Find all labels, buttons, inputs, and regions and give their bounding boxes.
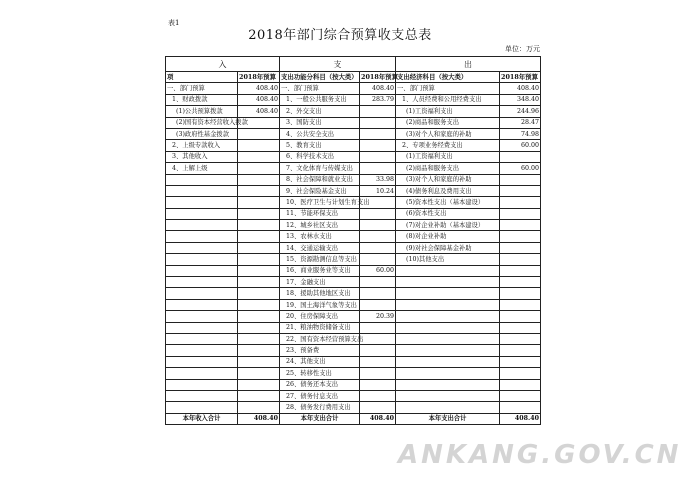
table-row — [166, 231, 541, 242]
func-item-cell: 21、粮油物资储备支出 — [280, 322, 360, 333]
income-amount-cell — [238, 254, 280, 265]
table-row — [166, 379, 541, 390]
econ-item-cell: (9)对社会保障基金补助 — [396, 242, 500, 253]
func-item-cell: 19、国土海洋气象等支出 — [280, 299, 360, 310]
table-row — [166, 242, 541, 253]
income-amount-cell — [238, 231, 280, 242]
func-amount-cell — [360, 220, 396, 231]
income-item-cell — [166, 345, 238, 356]
func-amount-cell — [360, 140, 396, 151]
econ-amount-cell — [500, 231, 541, 242]
table-row — [166, 163, 541, 174]
income-item-cell — [166, 379, 238, 390]
income-amount-cell — [238, 163, 280, 174]
func-item-cell: 5、教育支出 — [280, 140, 360, 151]
income-amount-cell — [238, 345, 280, 356]
econ-amount-cell — [500, 356, 541, 367]
func-amount-cell: 20.39 — [360, 311, 396, 322]
income-total-amount: 408.40 — [238, 413, 280, 424]
budget-table — [165, 56, 541, 425]
func-amount-cell — [360, 151, 396, 162]
econ-item-cell: 1、人员经费和公用经费支出 — [396, 94, 500, 105]
econ-amount-cell: 244.96 — [500, 106, 541, 117]
func-item-cell: 26、债务还本支出 — [280, 379, 360, 390]
income-item-cell — [166, 333, 238, 344]
econ-amount-cell — [500, 311, 541, 322]
econ-amount-cell — [500, 277, 541, 288]
econ-total-label: 本年支出合计 — [396, 413, 500, 424]
func-amount-cell: 283.79 — [360, 94, 396, 105]
func-amount-cell: 10.24 — [360, 185, 396, 196]
site-watermark: ANKANG.GOV.CN — [398, 440, 681, 470]
table-row — [166, 402, 541, 413]
func-item-cell: 23、预备费 — [280, 345, 360, 356]
income-amount-cell — [238, 299, 280, 310]
func-item-cell: 9、社会保险基金支出 — [280, 185, 360, 196]
econ-amount-cell: 60.00 — [500, 140, 541, 151]
econ-amount-cell: 348.40 — [500, 94, 541, 105]
func-item-cell: 7、文化体育与传媒支出 — [280, 163, 360, 174]
income-amount-cell — [238, 356, 280, 367]
table-row — [166, 299, 541, 310]
econ-item-cell — [396, 277, 500, 288]
func-item-cell: 24、其他支出 — [280, 356, 360, 367]
income-group-header: 入 — [166, 57, 280, 72]
func-amount-cell — [360, 254, 396, 265]
income-amount-cell — [238, 379, 280, 390]
func-amount-cell — [360, 368, 396, 379]
econ-item-cell: (3)对个人和家庭的补助 — [396, 174, 500, 185]
func-amount-cell: 33.98 — [360, 174, 396, 185]
income-item-cell: (1)公共预算拨款 — [166, 106, 238, 117]
econ-item-cell — [396, 379, 500, 390]
income-amount-cell — [238, 151, 280, 162]
table-row — [166, 140, 541, 151]
func-item-cell: 一、部门预算 — [280, 83, 360, 94]
func-item-header: 支出功能分科目（按大类） — [280, 72, 360, 83]
income-amount-cell — [238, 402, 280, 413]
income-amount-cell — [238, 311, 280, 322]
func-amount-cell — [360, 299, 396, 310]
table-row — [166, 185, 541, 196]
econ-item-cell: (2)商品和服务支出 — [396, 163, 500, 174]
income-item-cell — [166, 390, 238, 401]
func-item-cell: 1、一般公共服务支出 — [280, 94, 360, 105]
func-amount-cell: 60.00 — [360, 265, 396, 276]
func-amount-cell — [360, 128, 396, 139]
func-amount-cell — [360, 106, 396, 117]
econ-item-cell: (6)资本性支出 — [396, 208, 500, 219]
income-item-cell — [166, 402, 238, 413]
func-amount-cell — [360, 333, 396, 344]
econ-item-cell: (2)商品和服务支出 — [396, 117, 500, 128]
econ-amount-cell: 408.40 — [500, 83, 541, 94]
econ-item-cell: 2、专项业务经费支出 — [396, 140, 500, 151]
income-item-cell — [166, 322, 238, 333]
income-item-cell — [166, 220, 238, 231]
table-row — [166, 151, 541, 162]
econ-item-cell: 一、部门预算 — [396, 83, 500, 94]
func-item-cell: 6、科学技术支出 — [280, 151, 360, 162]
income-item-cell — [166, 185, 238, 196]
func-item-cell: 17、金融支出 — [280, 277, 360, 288]
income-amount-cell — [238, 242, 280, 253]
econ-item-cell — [396, 299, 500, 310]
income-amount-cell — [238, 208, 280, 219]
table-row — [166, 83, 541, 94]
table-row — [166, 174, 541, 185]
income-item-cell: 2、上级专款收入 — [166, 140, 238, 151]
income-amount-cell — [238, 288, 280, 299]
func-amount-cell — [360, 345, 396, 356]
func-item-cell: 11、节能环保支出 — [280, 208, 360, 219]
income-item-cell — [166, 277, 238, 288]
income-amount-cell — [238, 220, 280, 231]
income-item-header: 项 — [166, 72, 238, 83]
econ-item-cell: (10)其他支出 — [396, 254, 500, 265]
econ-amount-header: 2018年预算 — [500, 72, 541, 83]
econ-amount-cell — [500, 242, 541, 253]
table-row — [166, 390, 541, 401]
income-item-cell — [166, 311, 238, 322]
econ-item-cell — [396, 322, 500, 333]
income-amount-cell — [238, 390, 280, 401]
func-amount-cell — [360, 117, 396, 128]
econ-amount-cell — [500, 265, 541, 276]
func-amount-cell — [360, 208, 396, 219]
func-item-cell: 15、资源勘测信息等支出 — [280, 254, 360, 265]
table-row — [166, 197, 541, 208]
income-amount-cell — [238, 128, 280, 139]
income-item-cell — [166, 299, 238, 310]
econ-item-cell — [396, 311, 500, 322]
func-amount-cell — [360, 277, 396, 288]
income-total-label: 本年收入合计 — [166, 413, 238, 424]
econ-amount-cell — [500, 379, 541, 390]
econ-amount-cell — [500, 299, 541, 310]
econ-amount-cell — [500, 368, 541, 379]
func-amount-cell — [360, 356, 396, 367]
econ-amount-cell — [500, 390, 541, 401]
econ-amount-cell: 28.47 — [500, 117, 541, 128]
econ-total-amount: 408.40 — [500, 413, 541, 424]
econ-item-cell: (4)债务利息及费用支出 — [396, 185, 500, 196]
econ-amount-cell — [500, 322, 541, 333]
table-row — [166, 117, 541, 128]
econ-amount-cell — [500, 345, 541, 356]
func-amount-cell — [360, 231, 396, 242]
table-number-label: 表1 — [168, 19, 180, 27]
income-amount-cell — [238, 197, 280, 208]
func-item-cell: 18、援助其他地区支出 — [280, 288, 360, 299]
func-amount-header: 2018年预算 — [360, 72, 396, 83]
income-amount-cell — [238, 322, 280, 333]
func-amount-cell — [360, 288, 396, 299]
func-amount-cell — [360, 390, 396, 401]
income-item-cell — [166, 265, 238, 276]
econ-item-cell — [396, 333, 500, 344]
table-row — [166, 254, 541, 265]
func-amount-cell — [360, 163, 396, 174]
econ-amount-cell — [500, 197, 541, 208]
income-item-cell: 3、其他收入 — [166, 151, 238, 162]
expense-econ-group-header: 出 — [396, 57, 541, 72]
income-amount-cell — [238, 333, 280, 344]
econ-item-cell: (3)对个人和家庭的补助 — [396, 128, 500, 139]
econ-amount-cell: 74.98 — [500, 128, 541, 139]
document-title: 2018年部门综合预算收支总表 — [248, 28, 432, 43]
func-item-cell: 20、住房保障支出 — [280, 311, 360, 322]
func-item-cell: 16、商业服务业等支出 — [280, 265, 360, 276]
table-group-header-row — [166, 57, 541, 72]
income-amount-header: 2018年预算 — [238, 72, 280, 83]
table-row — [166, 265, 541, 276]
econ-item-cell: (8)对企业补助 — [396, 231, 500, 242]
income-amount-cell — [238, 277, 280, 288]
table-row — [166, 356, 541, 367]
table-row — [166, 322, 541, 333]
table-body — [166, 83, 541, 413]
income-amount-cell: 408.40 — [238, 106, 280, 117]
func-item-cell: 14、交通运输支出 — [280, 242, 360, 253]
econ-item-cell — [396, 356, 500, 367]
func-amount-cell — [360, 322, 396, 333]
unit-label: 单位：万元 — [505, 45, 540, 53]
table-row — [166, 345, 541, 356]
func-item-cell: 4、公共安全支出 — [280, 128, 360, 139]
income-item-cell — [166, 174, 238, 185]
econ-item-header: 支出经济科目（按大类） — [396, 72, 500, 83]
econ-amount-cell — [500, 288, 541, 299]
econ-item-cell — [396, 288, 500, 299]
econ-amount-cell — [500, 254, 541, 265]
econ-amount-cell — [500, 333, 541, 344]
income-amount-cell: 408.40 — [238, 94, 280, 105]
func-item-cell: 3、国防支出 — [280, 117, 360, 128]
func-amount-cell — [360, 402, 396, 413]
func-amount-cell: 408.40 — [360, 83, 396, 94]
table-column-header-row — [166, 72, 541, 83]
table-row — [166, 277, 541, 288]
func-item-cell: 22、国有资本经营预算支出 — [280, 333, 360, 344]
table-row — [166, 128, 541, 139]
econ-item-cell — [396, 345, 500, 356]
func-item-cell: 28、债务发行费用支出 — [280, 402, 360, 413]
table-row — [166, 220, 541, 231]
income-item-cell — [166, 356, 238, 367]
table-row — [166, 208, 541, 219]
income-amount-cell — [238, 265, 280, 276]
econ-amount-cell — [500, 174, 541, 185]
table-row — [166, 288, 541, 299]
table-row — [166, 368, 541, 379]
func-item-cell: 13、农林水支出 — [280, 231, 360, 242]
income-item-cell — [166, 288, 238, 299]
income-item-cell: 1、财政拨款 — [166, 94, 238, 105]
econ-item-cell — [396, 390, 500, 401]
func-item-cell: 25、转移性支出 — [280, 368, 360, 379]
econ-item-cell — [396, 402, 500, 413]
econ-amount-cell: 60.00 — [500, 163, 541, 174]
econ-item-cell: (7)对企业补助（基本建设） — [396, 220, 500, 231]
func-item-cell: 10、医疗卫生与计划生育支出 — [280, 197, 360, 208]
income-item-cell — [166, 231, 238, 242]
income-item-cell — [166, 197, 238, 208]
func-total-amount: 408.40 — [360, 413, 396, 424]
econ-amount-cell — [500, 151, 541, 162]
econ-item-cell — [396, 368, 500, 379]
income-amount-cell — [238, 140, 280, 151]
table-row — [166, 333, 541, 344]
econ-amount-cell — [500, 185, 541, 196]
income-item-cell: (2)国有资本经营收入拨款 — [166, 117, 238, 128]
econ-amount-cell — [500, 208, 541, 219]
income-amount-cell — [238, 185, 280, 196]
func-amount-cell — [360, 379, 396, 390]
func-item-cell: 12、城乡社区支出 — [280, 220, 360, 231]
expense-group-header: 支 — [280, 57, 396, 72]
func-item-cell: 2、外交支出 — [280, 106, 360, 117]
income-amount-cell — [238, 368, 280, 379]
totals-row — [166, 413, 541, 424]
income-item-cell — [166, 242, 238, 253]
income-item-cell — [166, 254, 238, 265]
func-amount-cell — [360, 242, 396, 253]
table-row — [166, 311, 541, 322]
table-row — [166, 94, 541, 105]
income-item-cell — [166, 368, 238, 379]
econ-item-cell — [396, 265, 500, 276]
income-item-cell: (3)政府性基金拨款 — [166, 128, 238, 139]
income-amount-cell — [238, 174, 280, 185]
income-item-cell — [166, 208, 238, 219]
econ-amount-cell — [500, 402, 541, 413]
income-amount-cell: 408.40 — [238, 83, 280, 94]
econ-item-cell: (1)工资福利支出 — [396, 151, 500, 162]
econ-amount-cell — [500, 220, 541, 231]
table-row — [166, 106, 541, 117]
income-item-cell: 一、部门预算 — [166, 83, 238, 94]
func-item-cell: 27、债务付息支出 — [280, 390, 360, 401]
econ-item-cell: (5)资本性支出（基本建设） — [396, 197, 500, 208]
econ-item-cell: (1)工资福利支出 — [396, 106, 500, 117]
func-total-label: 本年支出合计 — [280, 413, 360, 424]
income-item-cell: 4、上解上级 — [166, 163, 238, 174]
func-item-cell: 8、社会保障和就业支出 — [280, 174, 360, 185]
